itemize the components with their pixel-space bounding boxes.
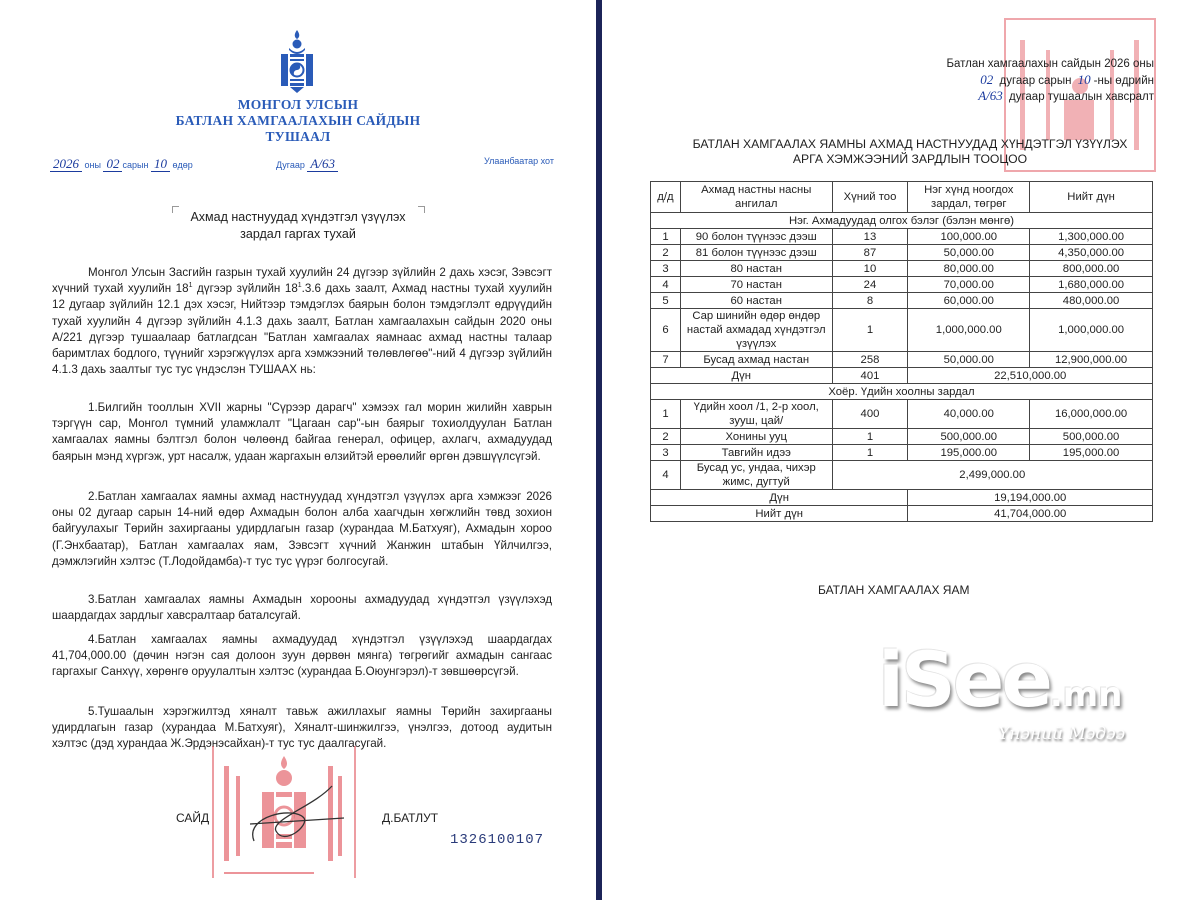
annex-title-line2: АРГА ХЭМЖЭЭНИЙ ЗАРДЛЫН ТООЦОО [792,152,1028,166]
row-no: 5 [651,293,681,309]
table-row [651,400,1153,429]
annex-line1: Батлан хамгаалахын сайдын 2026 оны [946,58,1154,70]
row-category: 80 настан [680,261,832,277]
header-category: Ахмад настны насны ангилал [680,182,832,213]
section2-title: Хоёр. Үдийн хоолны зардал [651,384,1153,400]
row-total: 500,000.00 [1030,429,1153,445]
section1-title-row [651,213,1153,229]
table-row [651,293,1153,309]
row-no: 6 [651,309,681,352]
annex-title-line1: БАТЛАН ХАМГААЛАХ ЯАМНЫ АХМАД НАСТНУУДАД ХҮНДЭТГЭЛ ҮЗҮҮЛЭХ [692,137,1128,151]
order-item-text: 5.Тушаалын хэрэгжилтэд хяналт тавьж ажиллахыг яамны Төрийн захиргааны удирдлагын газар (хурандаа М.Батхуяг), Хяналт-шинжилгээ, үнэлгээ, дотоод аудитын хэлтэс (дэд хурандаа Ж.Эрдэнэсайхан)-т тус тус даалгасугай. [52,705,552,751]
order-title-line1: Ахмад настнуудад хүндэтгэл үзүүлэх [190,210,406,224]
watermark-tagline: Үнэний Мэдээ [998,724,1126,744]
row-total: 195,000.00 [1030,445,1153,461]
row-category: Хонины ууц [680,429,832,445]
row-unit: 80,000.00 [908,261,1030,277]
section2-subtotal-row [651,490,1153,506]
section2-subtotal-total: 19,194,000.00 [908,490,1153,506]
annex-line3 [975,88,1154,105]
row-unit: 50,000.00 [908,352,1030,368]
order-item-3 [52,592,552,624]
row-count: 1 [832,429,908,445]
row-no: 4 [651,461,681,490]
watermark-brand-text: iSee [878,635,1050,724]
row-total: 480,000.00 [1030,293,1153,309]
order-item-text: 4.Батлан хамгаалах яамны ахмадуудад хүндэтгэл үзүүлэхэд шаардагдах 41,704,000.00 (дөчин нэгэн сая долоон зуун дөрвөн мянга) төгрөгийг ахмадын сангаас гаргахыг Санхүү, хөрөнгө оруулалтын хэлтэс (хурандаа Б.Оюунгэрэл)-т зөвшөөрсүгэй. [52,633,552,679]
preamble [52,265,552,378]
row-category: Бусад ахмад настан [680,352,832,368]
row-count: 400 [832,400,908,429]
row-category: 70 настан [680,277,832,293]
soyombo-emblem-icon [279,28,315,94]
table-header-row [651,182,1153,213]
row-total: 800,000.00 [1030,261,1153,277]
document-serial-number: 1326100107 [450,832,545,848]
watermark-brand [878,635,1123,735]
row-count: 13 [832,229,908,245]
ministry-name: БАТЛАН ХАМГААЛАХ ЯАМ [818,583,970,597]
row-no: 4 [651,277,681,293]
preamble-text-1: Монгол Улсын Засгийн газрын тухай хуулийн 24 дүгээр зүйлийн 2 дахь хэсэг, Зэвсэгт хүчний тухай хуулийн 18 [52,266,552,296]
annex-line2-suffix: -ны өдрийн [1093,75,1154,87]
row-unit: 60,000.00 [908,293,1030,309]
row-unit: 500,000.00 [908,429,1030,445]
row-count: 8 [832,293,908,309]
number-handwritten: А/63 [307,156,338,172]
official-stamp [212,746,356,878]
order-item-2 [52,489,552,570]
table-row [651,445,1153,461]
org-name-line2: БАТЛАН ХАМГААЛАХЫН САЙДЫН [175,113,421,128]
order-item-1 [52,400,552,465]
grand-total-label: Нийт дүн [651,506,908,522]
row-count: 10 [832,261,908,277]
row-no: 2 [651,429,681,445]
row-total: 12,900,000.00 [1030,352,1153,368]
annex-number-handwritten: А/63 [978,88,1003,103]
row-category: 60 настан [680,293,832,309]
year-suffix: оны [84,160,101,170]
section1-subtotal-total: 22,510,000.00 [908,368,1153,384]
city: Улаанбаатар хот [484,156,554,166]
section2-rows [651,400,1153,461]
order-item-text: 3.Батлан хамгаалах яамны Ахмадын хорооны ахмадуудад хүндэтгэл үзүүлэхэд шаардагдах зардлыг хавсралтаар баталсугай. [52,593,552,623]
table-row [651,429,1153,445]
annex-title [650,137,1170,167]
grand-total-row [651,506,1153,522]
row-unit: 50,000.00 [908,245,1030,261]
row-no: 1 [651,400,681,429]
row-no: 2 [651,245,681,261]
section2-subtotal-label: Дүн [651,490,908,506]
order-item-text: 1.Билгийн тооллын XVII жарны "Сүрээр дарагч" хэмээх гал морин жилийн хаврын тэргүүн сар, Монгол түмний уламжлалт "Цагаан сар"-ын баярыг тохиолдуулан Батлан хамгаалах яамны бэлтгэл болон чөлөөнд байгаа генерал, офицер, ахлагч, ахмадуудад баярын мэнд хүргэж, урт насалж, удаан жаргахын өлзийтэй ерөөлийг өргөн дэвшүүлсүгэй. [52,401,552,463]
table-row [651,229,1153,245]
isee-watermark-logo [878,635,1178,760]
header-count: Хүний тоо [832,182,908,213]
row-category: Бусад ус, ундаа, чихэр жимс, дугтуй [680,461,832,490]
number-label: Дугаар [276,160,305,170]
section1-rows [651,229,1153,368]
header-no: д/д [651,182,681,213]
order-date [50,156,193,172]
annex-line2-text: дугаар сарын [999,75,1072,87]
row-category: Тавгийн идээ [680,445,832,461]
row-unit: 40,000.00 [908,400,1030,429]
preamble-text-3: .3.6 дахь заалт, Ахмад настны тухай хуулийн 12 дугаар зүйлийн 12.1 дэх хэсэг, Нийтээр тэмдэглэх баярын болон тэмдэглэлт өдрүүдийн тухай хуулийн 4 дүгээр зүйлийн 4.1.3 дахь заалт, Батлан хамгаалахын сайдын 2020 оны А/221 дүгээр тушаалаар батлагдсан "Батлан хамгаалах яамнаас ахмад настны талаар баримтлах бодлого, түүнийг хэрэгжүүлэх арга хэмжээний төлөвлөгөө"-ний 4 дүгээр зүйлийн 4.1.3 дахь заалтыг тус тус үндэслэн ТУШААХ нь: [52,282,552,377]
signatory-title: САЙД [176,811,210,825]
row-total: 2,499,000.00 [832,461,1152,490]
row-category: 90 болон түүнээс дээш [680,229,832,245]
row-category: 81 болон түүнээс дээш [680,245,832,261]
row-total: 1,000,000.00 [1030,309,1153,352]
order-title-line2: зардал гаргах тухай [240,227,356,241]
row-count: 87 [832,245,908,261]
annex-month-handwritten: 02 [980,72,994,87]
section1-subtotal-row [651,368,1153,384]
row-no: 3 [651,261,681,277]
row-unit: 195,000.00 [908,445,1030,461]
org-name-line1: МОНГОЛ УЛСЫН [237,97,359,112]
row-count: 258 [832,352,908,368]
header-total: Нийт дүн [1030,182,1153,213]
annex-page [602,0,1200,900]
day-suffix: өдөр [172,160,193,170]
table-row [651,245,1153,261]
order-page [0,0,596,900]
table-row [651,352,1153,368]
month-suffix: сарын [122,160,149,170]
month-handwritten: 02 [103,156,122,172]
row-unit: 1,000,000.00 [908,309,1030,352]
day-handwritten: 10 [151,156,170,172]
year-handwritten: 2026 [50,156,82,172]
section2-title-row [651,384,1153,400]
row-count: 1 [832,445,908,461]
section1-subtotal-count: 401 [832,368,908,384]
order-number [276,156,338,172]
table-row [651,261,1153,277]
annex-line2 [977,72,1154,89]
expense-table [650,181,1153,522]
order-item-text: 2.Батлан хамгаалах яамны ахмад настнуудад хүндэтгэл үзүүлэх арга хэмжээг 2026 оны 02 дугаар сарын 14-ний өдөр Ахмадын болон алба хаагчдын хөгжлийн төвд зохион байгуулахыг Төрийн захиргааны удирдлагын газар (хурандаа М.Батхуяг), Ахмадын хороо (Г.Энхбаатар), Батлан хамгаалах яам, Зэвсэгт хүчний Жанжин штабын Үйлчилгээ, дэмжлэгийн хэлтэс (Т.Лодойдамба)-т тус тус үүрэг болгосугай. [52,490,552,568]
row-total: 1,300,000.00 [1030,229,1153,245]
annex-day-handwritten: 10 [1077,72,1091,87]
grand-total-value: 41,704,000.00 [908,506,1153,522]
watermark-domain: .mn [1049,675,1123,715]
annex-line3-text: дугаар тушаалын хавсралт [1009,91,1154,103]
preamble-text-2: дүгээр зүйлийн 18 [192,282,298,296]
row-count: 24 [832,277,908,293]
row-count: 1 [832,309,908,352]
stamp-emblem-icon [214,746,354,878]
section1-title: Нэг. Ахмадуудад олгох бэлэг (бэлэн мөнгө) [651,213,1153,229]
section1-subtotal-label: Дүн [651,368,833,384]
row-total: 4,350,000.00 [1030,245,1153,261]
row-total: 16,000,000.00 [1030,400,1153,429]
row-no: 1 [651,229,681,245]
table-row [651,461,1153,490]
row-category: Сар шинийн өдөр өндөр настай ахмадад хүндэтгэл үзүүлэх [680,309,832,352]
row-category: Үдийн хоол /1, 2-р хоол, зууш, цай/ [680,400,832,429]
row-unit: 70,000.00 [908,277,1030,293]
row-total: 1,680,000.00 [1030,277,1153,293]
header-unit-cost: Нэг хүнд ноогдох зардал, төгрөг [908,182,1030,213]
row-no: 7 [651,352,681,368]
document-type: ТУШААЛ [265,129,331,144]
signatory-name: Д.БАТЛУТ [382,811,439,825]
table-row [651,277,1153,293]
row-no: 3 [651,445,681,461]
preamble-sup-2: 1 [297,282,302,290]
table-row [651,309,1153,352]
order-item-4 [52,632,552,681]
preamble-sup-1: 1 [188,282,193,290]
row-unit: 100,000.00 [908,229,1030,245]
